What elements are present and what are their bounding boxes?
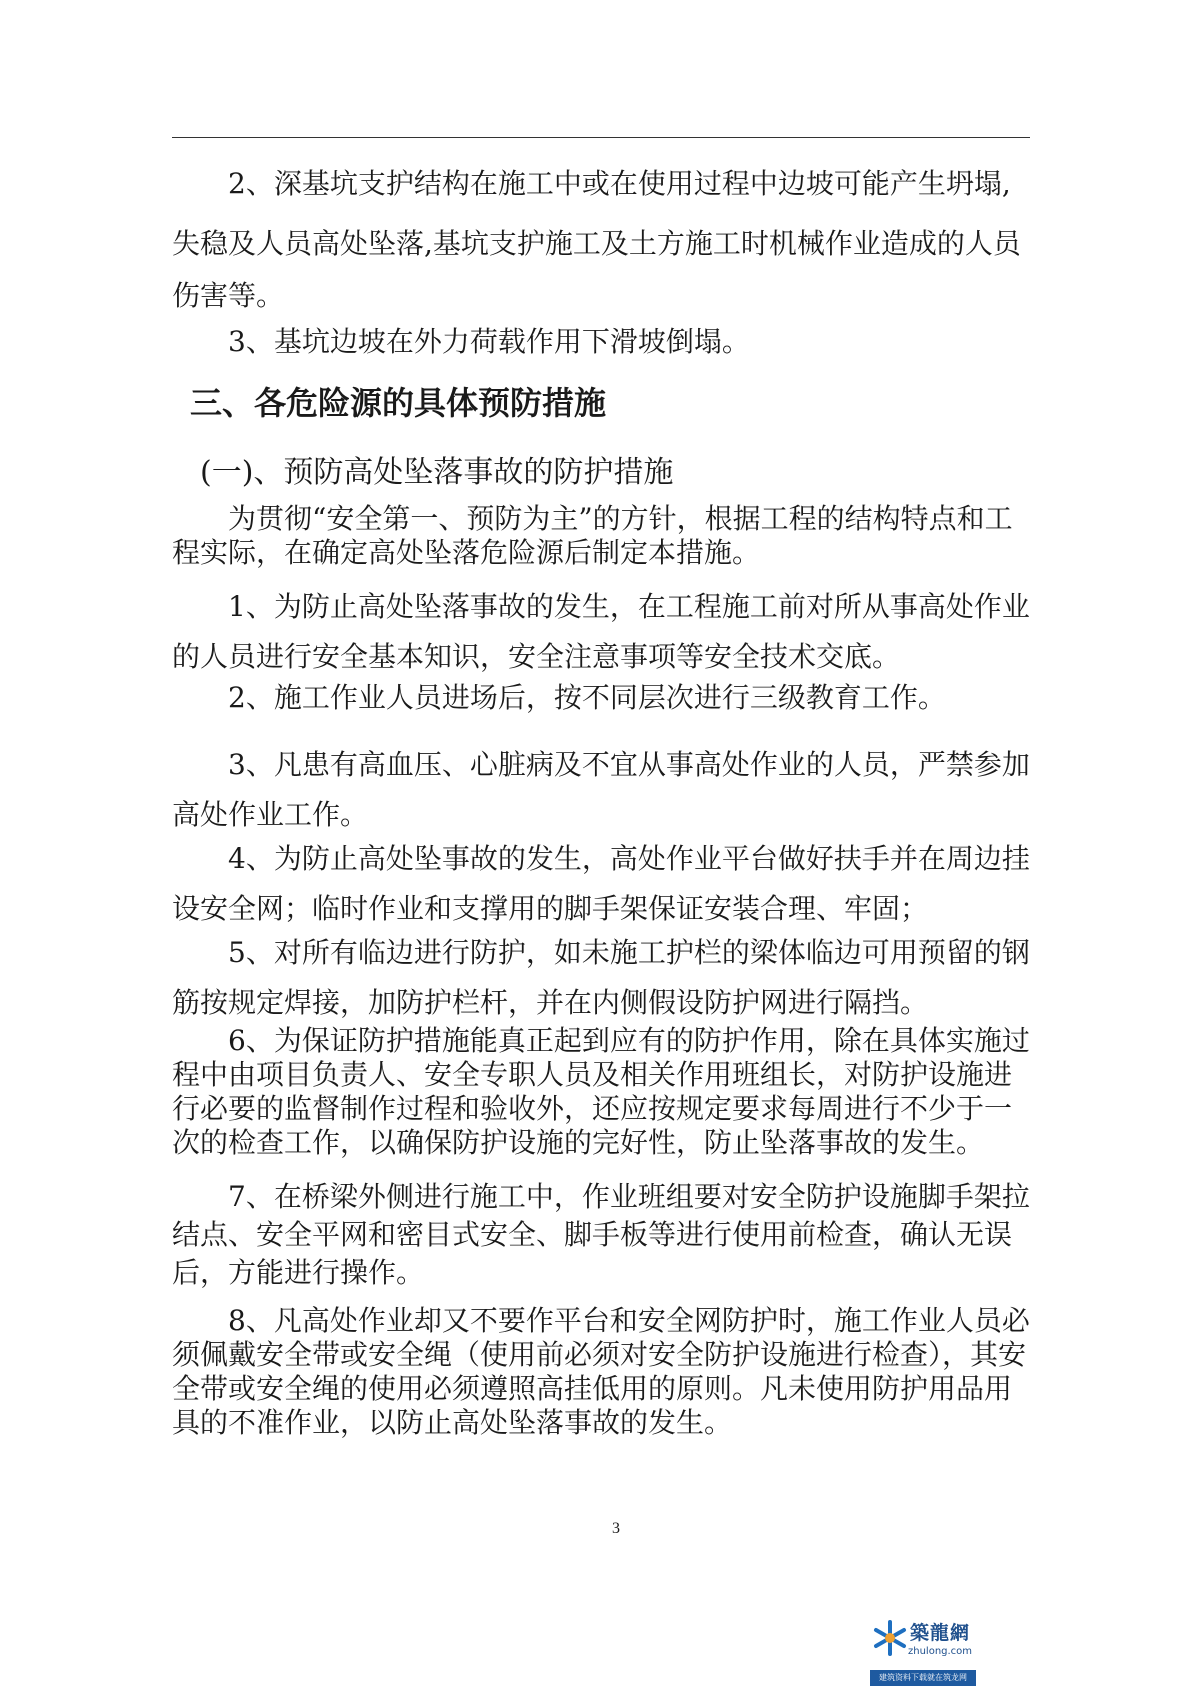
body-paragraph: 2、施工作业人员进场后，按不同层次进行三级教育工作。 bbox=[228, 681, 946, 714]
paragraph-line: 伤害等。 bbox=[172, 279, 285, 312]
body-paragraph: 为贯彻“安全第一、预防为主”的方针，根据工程的结构特点和工程实际，在确定高处坠落危险源后制定本措施。 bbox=[172, 502, 1013, 569]
body-paragraph: 8、凡高处作业却又不要作平台和安全网防护时，施工作业人员必须佩戴安全带或安全绳（使用前必须对安全防护设施进行检查），其安全带或安全绳的使用必须遵照高挂低用的原则。凡未使用防护用品用具的不准作业，以防止高处坠落事故的发生。 bbox=[172, 1304, 1030, 1439]
body-paragraph: 3、凡患有高血压、心脏病及不宜从事高处作业的人员，严禁参加高处作业工作。 bbox=[172, 748, 1030, 831]
body-paragraph: 5、对所有临边进行防护，如未施工护栏的梁体临边可用预留的钢筋按规定焊接，加防护栏杆，并在内侧假设防护网进行隔挡。 bbox=[172, 936, 1030, 1019]
header-rule bbox=[172, 137, 1030, 138]
body-paragraph: 1、为防止高处坠落事故的发生，在工程施工前对所从事高处作业的人员进行安全基本知识，安全注意事项等安全技术交底。 bbox=[172, 590, 1030, 673]
paragraph-line: 失稳及人员高处坠落,基坑支护施工及土方施工时机械作业造成的人员 bbox=[172, 227, 1021, 260]
body-paragraph: 6、为保证防护措施能真正起到应有的防护作用，除在具体实施过程中由项目负责人、安全专职人员及相关作用班组长，对防护设施进行必要的监督制作过程和验收外，还应按规定要求每周进行不少于一次的检查工作，以确保防护设施的完好性，防止坠落事故的发生。 bbox=[172, 1024, 1030, 1159]
watermark-logo bbox=[868, 1612, 978, 1698]
section-heading: 三、各危险源的具体预防措施 bbox=[190, 384, 607, 422]
page-number: 3 bbox=[612, 1520, 620, 1537]
body-paragraph: 4、为防止高处坠事故的发生，高处作业平台做好扶手并在周边挂设安全网；临时作业和支撑用的脚手架保证安装合理、牢固； bbox=[172, 842, 1030, 925]
paragraph-line: 3、基坑边坡在外力荷载作用下滑坡倒塌。 bbox=[228, 325, 750, 358]
logo-name: 築龍網 bbox=[910, 1622, 971, 1644]
body-paragraph: 7、在桥梁外侧进行施工中，作业班组要对安全防护设施脚手架拉结点、安全平网和密目式安全、脚手板等进行使用前检查，确认无误后，方能进行操作。 bbox=[172, 1180, 1030, 1289]
snowflake-icon bbox=[870, 1618, 910, 1658]
paragraph-line: 2、深基坑支护结构在施工中或在使用过程中边坡可能产生坍塌, bbox=[228, 167, 1011, 200]
logo-domain: zhulong.com bbox=[908, 1646, 973, 1657]
logo-slogan: 建筑资料下载就在筑龙网 bbox=[870, 1670, 976, 1686]
subsection-heading: (一)、预防高处坠落事故的防护措施 bbox=[200, 455, 674, 490]
